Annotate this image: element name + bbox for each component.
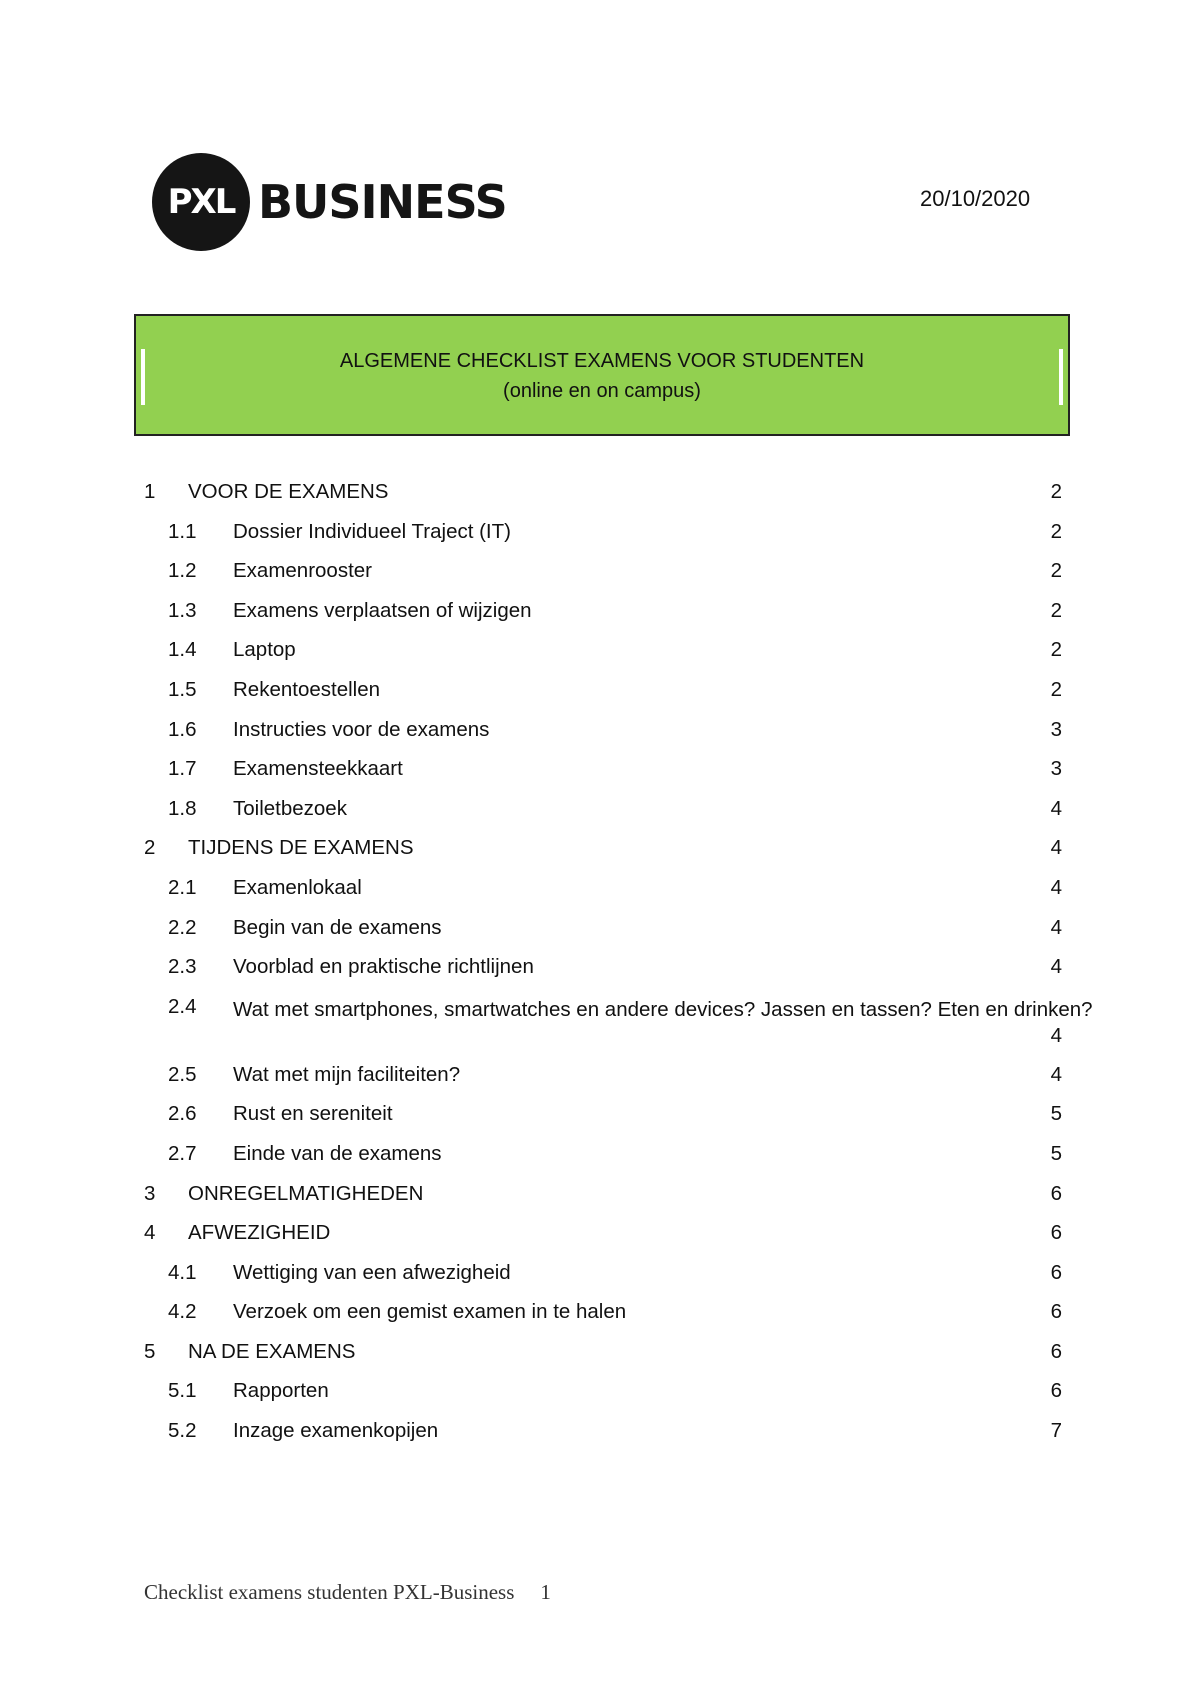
toc-entry[interactable] (144, 551, 1062, 591)
toc-entry-page: 4 (1050, 915, 1062, 939)
page-footer (144, 1580, 551, 1605)
toc-entry-title: Instructies voor de examens (233, 717, 490, 741)
toc-entry[interactable] (144, 868, 1062, 908)
toc-entry[interactable] (144, 630, 1062, 670)
toc-entry-page: 7 (1050, 1419, 1062, 1443)
pxl-business-logo (152, 150, 507, 254)
toc-entry-title: Begin van de examens (233, 915, 442, 939)
toc-entry-title: Wat met mijn faciliteiten? (233, 1062, 461, 1086)
toc-entry-title: ONREGELMATIGHEDEN (188, 1181, 424, 1205)
logo-wordmark: BUSINESS (258, 175, 507, 229)
toc-entry-title: Inzage examenkopijen (233, 1419, 439, 1443)
toc-entry-number: 1.1 (168, 519, 197, 543)
toc-entry-page: 5 (1050, 1102, 1062, 1126)
toc-entry[interactable] (144, 987, 1093, 1055)
toc-entry-number: 2.5 (168, 1062, 197, 1086)
toc-entry-number: 1.4 (168, 638, 197, 662)
toc-entry-page: 2 (1050, 559, 1062, 583)
toc-entry-title: Examenlokaal (233, 875, 362, 899)
document-date: 20/10/2020 (920, 186, 1031, 211)
toc-entry[interactable] (144, 1292, 1062, 1332)
toc-entry[interactable] (144, 947, 1062, 987)
toc-entry[interactable] (144, 512, 1062, 552)
toc-entry-title: Voorblad en praktische richtlijnen (233, 955, 534, 979)
toc-entry-number: 2.3 (168, 955, 197, 979)
toc-entry-number: 5.2 (168, 1419, 197, 1443)
toc-entry[interactable] (144, 1174, 1062, 1214)
toc-entry-title: Verzoek om een gemist examen in te halen (233, 1300, 627, 1324)
toc-entry-title: VOOR DE EXAMENS (188, 480, 389, 503)
toc-entry-title: NA DE EXAMENS (188, 1339, 356, 1363)
toc-entry-page: 6 (1050, 1339, 1062, 1363)
toc-entry-number: 2.2 (168, 915, 197, 939)
toc-entry-page: 2 (1050, 519, 1062, 543)
toc-entry-number: 4 (144, 1221, 156, 1245)
toc-entry-title: TIJDENS DE EXAMENS (188, 836, 414, 860)
toc-entry[interactable] (144, 1134, 1062, 1174)
toc-entry-title: Rekentoestellen (233, 677, 381, 701)
toc-entry[interactable] (144, 1371, 1062, 1411)
toc-entry-title: Wat met smartphones, smartwatches en andere devices? Jassen en tassen? Eten en drinken? (233, 997, 1093, 1021)
toc-entry[interactable] (144, 828, 1062, 868)
toc-entry-page: 2 (1050, 598, 1062, 622)
toc-entry-page: 4 (1050, 955, 1062, 979)
logo-badge: PXL (152, 153, 250, 251)
toc-entry-title: Einde van de examens (233, 1141, 442, 1165)
toc-entry-number: 1.2 (168, 559, 197, 583)
toc-entry-number: 2.1 (168, 875, 197, 899)
toc-entry-title: Dossier Individueel Traject (IT) (233, 519, 511, 543)
banner-subtitle: (online en on campus) (503, 380, 701, 402)
toc-entry-number: 1.6 (168, 717, 197, 741)
toc-entry[interactable] (144, 1055, 1062, 1095)
table-of-contents (144, 472, 1093, 1451)
toc-entry-title: AFWEZIGHEID (188, 1221, 331, 1245)
toc-entry-page: 3 (1050, 757, 1062, 781)
toc-entry-number: 1.5 (168, 677, 197, 701)
toc-entry[interactable] (144, 670, 1062, 710)
toc-entry-page: 5 (1050, 1141, 1062, 1165)
toc-entry-title: Examens verplaatsen of wijzigen (233, 598, 532, 622)
toc-entry-number: 5 (144, 1339, 156, 1363)
banner-bar-right (1059, 349, 1063, 405)
toc-entry[interactable] (144, 1332, 1062, 1372)
toc-entry-page: 6 (1050, 1181, 1062, 1205)
toc-entry-page: 2 (1050, 638, 1062, 662)
toc-entry[interactable] (144, 1253, 1062, 1293)
footer-text: Checklist examens studenten PXL-Business (144, 1580, 515, 1604)
toc-entry[interactable] (144, 1411, 1062, 1451)
toc-entry-title: Rust en sereniteit (233, 1102, 393, 1126)
toc-entry-number: 1.8 (168, 796, 197, 820)
toc-entry-number: 4.2 (168, 1300, 197, 1324)
toc-entry[interactable] (144, 1094, 1062, 1134)
toc-entry[interactable] (144, 591, 1062, 631)
toc-entry[interactable] (144, 472, 1062, 512)
title-banner (134, 314, 1070, 436)
toc-entry-page: 4 (1050, 875, 1062, 899)
toc-entry-number: 2.6 (168, 1102, 197, 1126)
toc-entry-title: Wettiging van een afwezigheid (233, 1260, 511, 1284)
toc-entry-title: Examenrooster (233, 559, 373, 583)
toc-entry[interactable] (144, 710, 1062, 750)
toc-entry-page: 3 (1050, 717, 1062, 741)
toc-entry-page: 6 (1050, 1379, 1062, 1403)
toc-entry-page: 6 (1050, 1260, 1062, 1284)
toc-entry-number: 1.3 (168, 598, 197, 622)
toc-entry-page: 4 (1050, 796, 1062, 820)
toc-entry-page: 4 (1050, 1062, 1062, 1086)
toc-entry-number: 4.1 (168, 1260, 197, 1284)
toc-entry-number: 3 (144, 1181, 156, 1205)
toc-entry-number: 2 (144, 836, 156, 860)
toc-entry-page: 2 (1050, 677, 1062, 701)
toc-entry-number: 5.1 (168, 1379, 197, 1403)
toc-entry-title: Laptop (233, 638, 296, 662)
toc-entry-page: 6 (1050, 1300, 1062, 1324)
toc-entry-page: 2 (1050, 480, 1062, 503)
toc-entry-number: 2.7 (168, 1141, 197, 1165)
toc-entry-page: 4 (1050, 836, 1062, 860)
toc-entry[interactable] (144, 749, 1062, 789)
toc-entry-title: Examensteekkaart (233, 757, 403, 781)
toc-entry[interactable] (144, 1213, 1062, 1253)
toc-entry-number: 1 (144, 480, 156, 503)
toc-entry-title: Rapporten (233, 1379, 329, 1403)
toc-entry-page: 6 (1050, 1221, 1062, 1245)
toc-entry-page: 4 (1050, 1023, 1062, 1047)
toc-entry-title: Toiletbezoek (233, 796, 347, 820)
footer-page-number: 1 (540, 1580, 551, 1604)
toc-entry[interactable] (144, 908, 1062, 948)
toc-entry-number: 2.4 (168, 994, 197, 1018)
toc-entry-number: 1.7 (168, 757, 197, 781)
toc-entry[interactable] (144, 789, 1062, 829)
banner-title: ALGEMENE CHECKLIST EXAMENS VOOR STUDENTEN (339, 350, 865, 372)
